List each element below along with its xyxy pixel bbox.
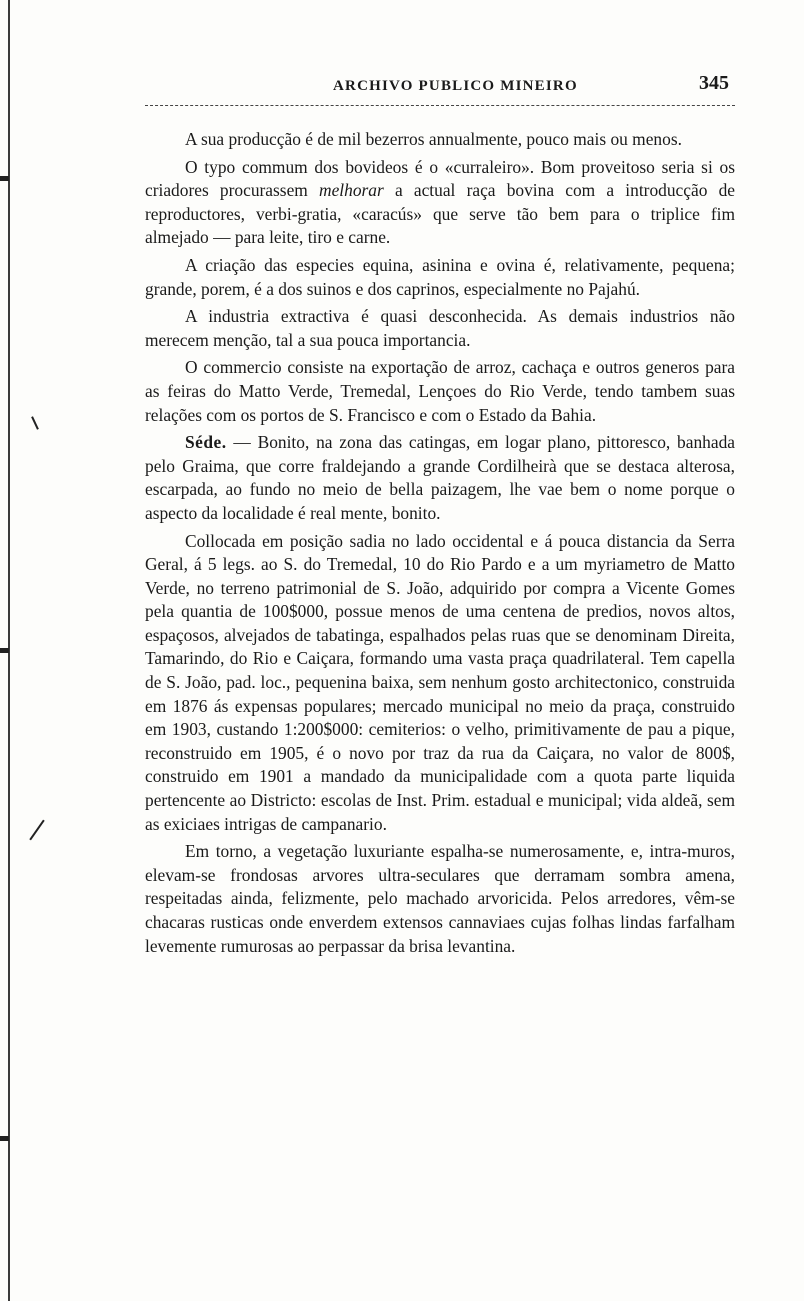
margin-mark — [0, 648, 9, 653]
paragraph-text: A industria extractiva é quasi desconhecida. As demais industrios não merecem menção, tal a sua pouca importancia. — [145, 306, 735, 350]
margin-mark — [0, 1136, 9, 1141]
paragraph-text: — Bonito, na zona das catingas, em logar plano, pittoresco, banhada pelo Graima, que corre fraldejando a grande Cordilheirà que se destaca alterosa, escarpada, ao fundo no meio de bella paizagem, lhe vae bem o nome porque o aspecto da localidade é real mente, bonito. — [145, 432, 735, 523]
paragraph — [145, 128, 735, 152]
paragraph — [145, 356, 735, 427]
paragraph-text: A criação das especies equina, asinina e ovina é, relativamente, pequena; grande, porem, é a dos suinos e dos caprinos, especialmente no Pajahú. — [145, 254, 735, 299]
running-title: ARCHIVO PUBLICO MINEIRO — [333, 78, 578, 94]
page-header — [145, 70, 735, 110]
paragraph-text: Collocada em posição sadia no lado occidental e á pouca distancia da Serra Geral, á 5 legs. ao S. do Tremedal, 10 do Rio Pardo e a um myriametro de Matto Verde, no terreno patrimonial de S. João, adquirido por compra a Vicente Gomes pela quantia de 100$000, possue menos de uma centena de predios, novos altos, espaçosos, alvejados de tabatinga, espalhados pelas ruas que se denominam Direita, Tamarindo, do Rio e Caiçara, formando uma vasta praça quadrilateral. Tem capella de S. João, pad. loc., pequenina baixa, sem nenhum gosto architectonico, construida em 1876 ás expensas populares; mercado municipal no meio da praça, construido em 1903, custando 1:200$000: cemiterios: o velho, primitivamente de pau a pique, reconstruido em 1905, é o novo por traz da rua da Caiçara, no valor de 800$, construido em 1901 a mandado da municipalidade com a quota parte liquida pertencente ao Districto: escolas de Inst. Prim. estadual e municipal; vida aldeã, sem as exiciaes intrigas de campanario. — [145, 530, 735, 834]
page-number: 345 — [699, 72, 729, 94]
body-text — [145, 128, 735, 962]
header-rule — [145, 105, 735, 106]
paragraph — [145, 530, 735, 837]
paragraph — [145, 431, 735, 525]
paragraph-text: O commercio consiste na exportação de arroz, cachaça e outros generos para as feiras do Matto Verde, Tremedal, Lençoes do Rio Verde, tendo tambem suas relações com os portos de S. Francisco e com o Estado da Bahia. — [145, 357, 735, 425]
margin-mark — [0, 176, 9, 181]
paragraph — [145, 156, 735, 250]
paragraph — [145, 254, 735, 301]
paragraph-text: A sua producção é de mil bezerros annualmente, pouco mais ou menos. — [185, 129, 682, 149]
margin-tick — [31, 416, 39, 430]
emphasis-text: melhorar — [319, 180, 384, 201]
margin-tick — [29, 820, 44, 841]
paragraph-text: a actual raça bovina com a introducção de reproductores, verbi-gratia, «caracús» que serve tão bem para o triplice fim almejado — para leite, tiro e carne. — [145, 180, 735, 248]
paragraph — [145, 305, 735, 352]
paragraph-text: Em torno, a vegetação luxuriante espalha-se numerosamente, e, intra-muros, elevam-se frondosas arvores ultra-seculares que derramam sombra amena, respeitadas ainda, felizmente, pelo machado arvoricida. Pelos arredores, vêm-se chacaras rusticas onde enverdem extensos cannaviaes cujas folhas lindas farfalham levemente rumurosas ao perpassar da brisa levantina. — [145, 841, 735, 956]
paragraph-text: O typo commum dos bovideos é o «curraleiro». Bom proveitoso seria si os criadores procurassem — [145, 156, 735, 201]
paragraph — [145, 840, 735, 958]
section-label: Séde. — [185, 432, 227, 453]
